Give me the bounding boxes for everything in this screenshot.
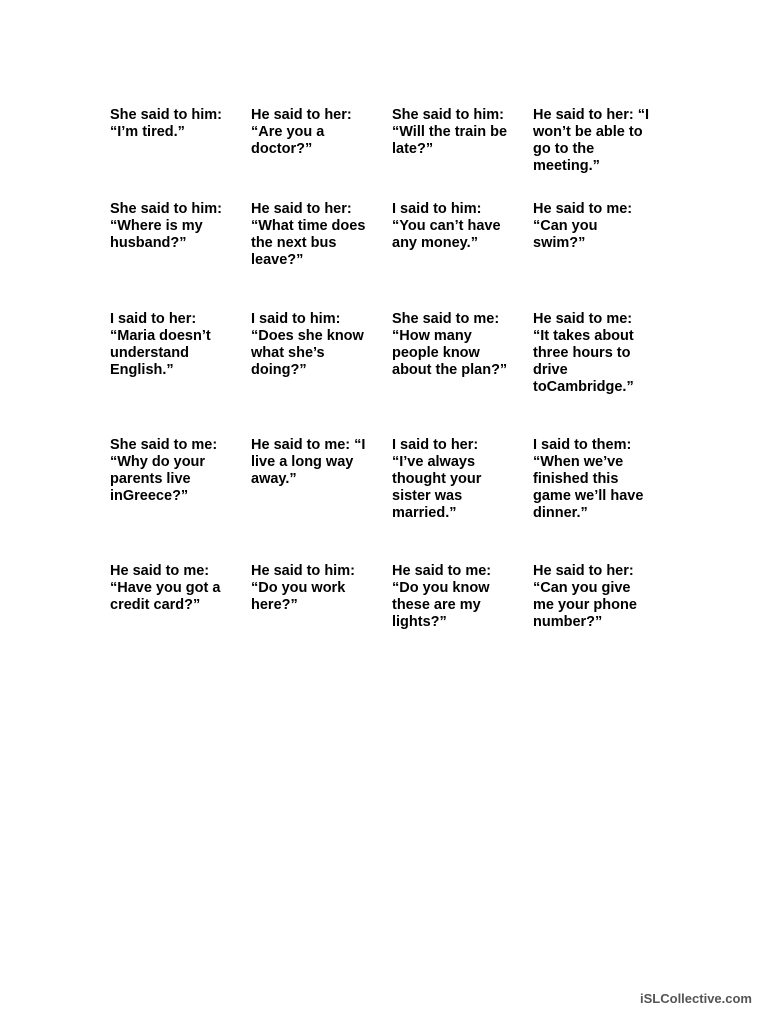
speech-card: She said to him: “Will the train be late?” <box>392 107 508 157</box>
speech-card: He said to me: “Can you swim?” <box>533 201 633 251</box>
speech-card: He said to me: “I live a long way away.” <box>251 437 366 487</box>
card-row <box>110 201 690 311</box>
speech-card: I said to her: “I’ve always thought your sister was married.” <box>392 437 482 521</box>
speech-card: I said to her: “Maria doesn’t understand English.” <box>110 311 211 378</box>
card-row <box>110 437 690 563</box>
speech-card: He said to her: “Are you a doctor?” <box>251 107 352 157</box>
card-row <box>110 311 690 437</box>
speech-card: He said to me: “It takes about three hours to drive toCambridge.” <box>533 311 634 395</box>
speech-card: She said to me: “Why do your parents live inGreece?” <box>110 437 218 504</box>
speech-card: He said to her: “What time does the next bus leave?” <box>251 201 366 268</box>
card-row <box>110 563 690 693</box>
watermark: iSLCollective.com <box>640 991 752 1006</box>
speech-card: She said to him: “Where is my husband?” <box>110 201 222 251</box>
speech-card: She said to him: “I’m tired.” <box>110 107 222 140</box>
speech-card: I said to them: “When we’ve finished this game we’ll have dinner.” <box>533 437 644 521</box>
speech-card: He said to her: “Can you give me your phone number?” <box>533 563 637 630</box>
card-row <box>110 107 690 201</box>
speech-card: I said to him: “You can’t have any money.” <box>392 201 501 251</box>
speech-card: She said to me: “How many people know about the plan?” <box>392 311 508 378</box>
speech-card: I said to him: “Does she know what she’s doing?” <box>251 311 364 378</box>
speech-card: He said to me: “Have you got a credit card?” <box>110 563 221 613</box>
speech-card: He said to her: “I won’t be able to go to the meeting.” <box>533 107 650 174</box>
speech-card: He said to me: “Do you know these are my lights?” <box>392 563 492 630</box>
card-grid <box>110 107 690 693</box>
speech-card: He said to him: “Do you work here?” <box>251 563 355 613</box>
